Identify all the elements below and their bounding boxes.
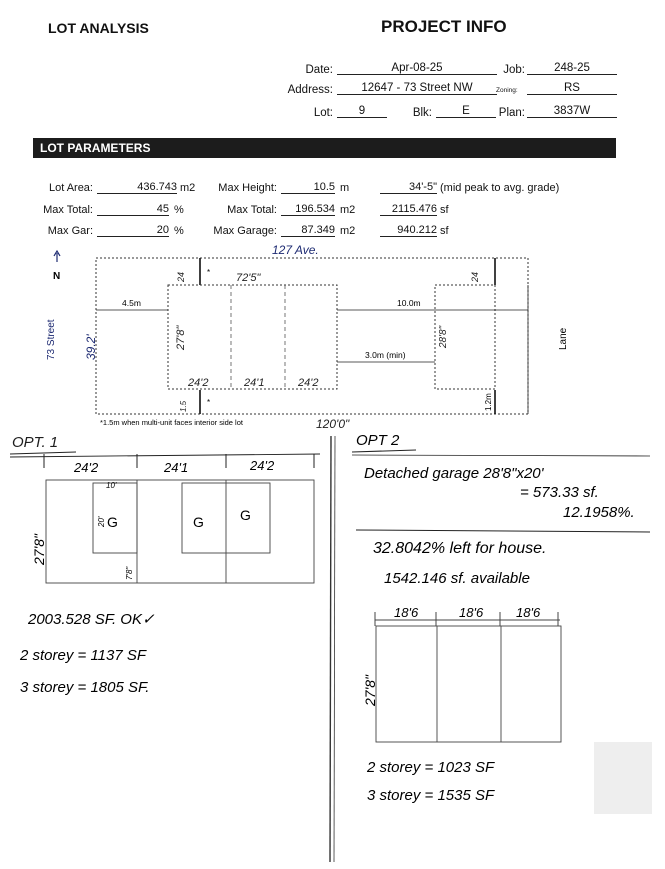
garage-depth-dim: 28'8" (438, 325, 449, 348)
max-total-pct-unit: % (174, 204, 184, 216)
opt1-dim-10: 10' (106, 481, 117, 490)
footnote: *1.5m when multi-unit faces interior side lot (100, 418, 243, 427)
opt2-three-storey: 3 storey = 1535 SF (367, 787, 495, 804)
date-label: Date: (305, 64, 333, 76)
max-garage-m2-unit: m2 (340, 225, 356, 237)
split-dim-2: 24'1 (244, 377, 265, 389)
opt2-lot (376, 626, 561, 742)
split-dim-1: 24'2 (188, 377, 209, 389)
opt2-two-storey: 2 storey = 1023 SF (367, 759, 495, 776)
max-garage-sf-unit: sf (440, 225, 449, 237)
north-label: N (53, 271, 61, 282)
opt1-garage-label-2: G (193, 514, 204, 530)
zoning-value: RS (527, 82, 617, 95)
min-setback-label: 3.0m (min) (365, 350, 406, 360)
lot-parameters-bar: LOT PARAMETERS (33, 138, 616, 158)
plan-value: 3837W (527, 105, 617, 118)
opt1-depth: 27'8" (31, 533, 47, 565)
street-top-label: 127 Ave. (272, 243, 319, 257)
job-value: 248-25 (527, 62, 617, 75)
side-setback-label: 1.2m (484, 393, 493, 411)
scan-smudge (594, 742, 652, 814)
opt1-dim-7: 7'8" (125, 566, 134, 580)
lot-label: Lot: (313, 107, 333, 119)
lot-width-dim: 39.2' (84, 334, 98, 360)
opt2-garage-sf: = 573.33 sf. (520, 484, 599, 501)
zoning-label: Zoning: (496, 87, 518, 94)
side-dim-24a: 24 (176, 271, 186, 282)
lot-value: 9 (337, 105, 387, 118)
max-total-m2-unit: m2 (340, 204, 356, 216)
opt2-title: OPT 2 (356, 432, 400, 449)
opt1-dim-1: 24'2 (74, 460, 99, 475)
project-info-title: PROJECT INFO (381, 17, 507, 36)
side-dim-24b: 24 (470, 271, 480, 282)
max-height-feet: 34'-5" (380, 181, 437, 194)
max-total-pct-value: 45 (97, 203, 169, 216)
opt1-lot (46, 480, 314, 583)
opt2-dim-3: 18'6 (516, 605, 541, 620)
opt1-title: OPT. 1 (12, 434, 59, 451)
max-height-value: 10.5 (281, 181, 335, 194)
address-label: Address: (287, 84, 333, 96)
max-garage-label: Max Garage: (213, 225, 277, 237)
side-star-bottom: * (207, 398, 211, 407)
street-label: 73 Street (46, 319, 57, 360)
max-gar-pct-unit: % (174, 225, 184, 237)
address-value: 12647 - 73 Street NW (337, 82, 497, 95)
lot-area-label: Lot Area: (48, 182, 93, 194)
max-total-m2-value: 196.534 (281, 203, 335, 216)
lot-area-value: 436.743 (97, 181, 177, 194)
blk-label: Blk: (412, 107, 432, 119)
front-setback-label: 4.5m (122, 298, 141, 308)
opt2-available: 1542.146 sf. available (384, 570, 530, 587)
opt2-left-line: 32.8042% left for house. (373, 540, 547, 557)
max-gar-pct-value: 20 (97, 224, 169, 237)
max-total-sf-value: 2115.476 (380, 203, 437, 216)
opt2-dim-2: 18'6 (459, 605, 484, 620)
blk-value: E (436, 105, 496, 118)
opt1-two-storey: 2 storey = 1137 SF (20, 647, 147, 664)
opt2-garage-pct: 12.1958%. (563, 504, 635, 521)
opt1-dim-3: 24'2 (250, 458, 275, 473)
opt1-garage-label-1: G (107, 514, 118, 530)
max-height-unit: m (340, 182, 350, 194)
lot-area-unit: m2 (180, 182, 196, 194)
opt1-total: 2003.528 SF. OK✓ (28, 611, 155, 628)
opt1-dim-2: 24'1 (164, 460, 189, 475)
rear-setback-label: 10.0m (397, 298, 421, 308)
max-garage-sf-value: 940.212 (380, 224, 437, 237)
opt2-garage-line: Detached garage 28'8"x20' (364, 465, 544, 482)
lot-length-dim: 120'0" (316, 417, 350, 431)
house-depth-dim: 27'8" (175, 325, 187, 350)
side-star-top: * (207, 268, 211, 277)
max-height-note: (mid peak to avg. grade) (440, 182, 560, 194)
plan-label: Plan: (498, 107, 525, 119)
house-length-dim: 72'5" (236, 272, 261, 284)
lot-analysis-title: LOT ANALYSIS (48, 20, 149, 36)
job-label: Job: (503, 64, 525, 76)
max-total-label: Max Total: (227, 204, 277, 216)
opt1-dim-20: 20' (97, 516, 106, 527)
opt1-three-storey: 3 storey = 1805 SF. (20, 679, 150, 696)
opt2-depth: 27'8" (362, 674, 378, 706)
split-dim-3: 24'2 (298, 377, 319, 389)
max-height-label: Max Height: (218, 182, 277, 194)
max-total-pct-label: Max Total: (43, 204, 93, 216)
date-value: Apr-08-25 (337, 62, 497, 75)
max-garage-m2-value: 87.349 (281, 224, 335, 237)
max-gar-pct-label: Max Gar: (47, 225, 93, 237)
side-dim-front: 1.5 (179, 400, 188, 412)
lane-label: Lane (558, 327, 569, 350)
options-divider (330, 436, 331, 862)
opt1-garage-label-3: G (240, 507, 251, 523)
opt2-dim-1: 18'6 (394, 605, 419, 620)
max-total-sf-unit: sf (440, 204, 449, 216)
